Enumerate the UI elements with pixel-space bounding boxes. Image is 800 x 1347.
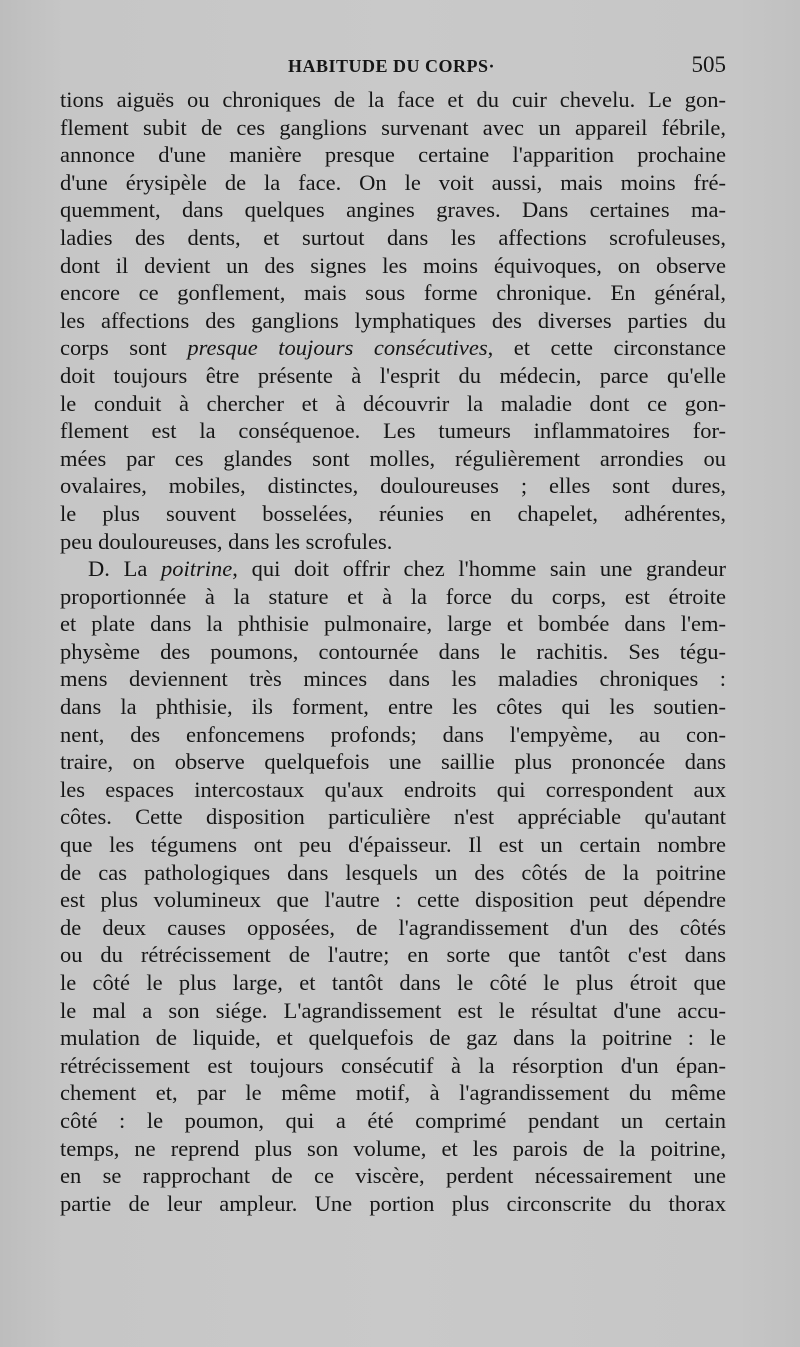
page-number: 505 <box>691 52 726 77</box>
text-line: est plus volumineux que l'autre : cette disposition peut dépendre <box>60 887 726 913</box>
text-line: proportionnée à la stature et à la force du corps, est étroite <box>60 583 726 609</box>
text-line: en se rapprochant de ce viscère, perdent nécessairement une <box>60 1163 726 1189</box>
text-line: de cas pathologiques dans lesquels un des côtés de la poitrine <box>60 859 726 885</box>
text-line: les espaces intercostaux qu'aux endroits qui correspondent aux <box>60 776 726 802</box>
text-line: de deux causes opposées, de l'agrandissement d'un des côtés <box>60 914 726 940</box>
running-head: HABITUDE DU CORPS· <box>288 56 496 76</box>
text-line: physème des poumons, contournée dans le rachitis. Ses tégu- <box>60 638 726 664</box>
text-line <box>60 334 726 362</box>
text-segment: , qui doit offrir chez l'homme sain une grandeur <box>232 556 727 582</box>
page-header <box>60 52 726 82</box>
text-line: le conduit à chercher et à découvrir la maladie dont ce gon- <box>60 390 726 416</box>
text-line: encore ce gonflement, mais sous forme chronique. En général, <box>60 280 726 306</box>
text-line: que les tégumens ont peu d'épaisseur. Il est un certain nombre <box>60 832 726 858</box>
text-line: d'une érysipèle de la face. On le voit aussi, mais moins fré- <box>60 169 726 195</box>
text-line: côtes. Cette disposition particulière n'est appréciable qu'autant <box>60 804 726 830</box>
text-line: côté : le poumon, qui a été comprimé pendant un certain <box>60 1107 726 1133</box>
text-line: ovalaires, mobiles, distinctes, douloureuses ; elles sont dures, <box>60 473 726 499</box>
text-line: annonce d'une manière presque certaine l'apparition prochaine <box>60 142 726 168</box>
text-line: et plate dans la phthisie pulmonaire, large et bombée dans l'em- <box>60 611 726 637</box>
text-line: flement subit de ces ganglions survenant avec un appareil fébrile, <box>60 114 726 140</box>
text-line: mulation de liquide, et quelquefois de gaz dans la poitrine : le <box>60 1025 726 1051</box>
italic-phrase: poitrine <box>161 556 233 582</box>
text-line: les affections des ganglions lymphatiques des diverses parties du <box>60 307 726 333</box>
text-line: temps, ne reprend plus son volume, et les parois de la poitrine, <box>60 1135 726 1161</box>
text-line: le plus souvent bosselées, réunies en chapelet, adhérentes, <box>60 500 726 526</box>
text-segment: D. La <box>88 556 162 582</box>
text-line: nent, des enfoncemens profonds; dans l'empyème, au con- <box>60 721 726 747</box>
text-line: mées par ces glandes sont molles, régulièrement arrondies ou <box>60 445 726 471</box>
text-line: tions aiguës ou chroniques de la face et du cuir chevelu. Le gon- <box>60 87 726 112</box>
text-line: doit toujours être présente à l'esprit du médecin, parce qu'elle <box>60 362 726 388</box>
text-line: chement et, par le même motif, à l'agrandissement du même <box>60 1080 726 1106</box>
text-segment: corps sont <box>60 335 188 361</box>
text-line: mens deviennent très minces dans les maladies chroniques : <box>60 666 726 692</box>
text-line: flement est la conséquenoe. Les tumeurs inflammatoires for- <box>60 418 726 444</box>
text-line: peu douloureuses, dans les scrofules. <box>60 528 393 554</box>
text-line: ladies des dents, et surtout dans les affections scrofuleuses, <box>60 224 726 250</box>
text-line: dans la phthisie, ils forment, entre les côtes qui les soutien- <box>60 694 726 720</box>
text-line: quemment, dans quelques angines graves. Dans certaines ma- <box>60 197 726 223</box>
text-segment: , et cette circonstance <box>487 335 726 361</box>
text-line: ou du rétrécissement de l'autre; en sorte que tantôt c'est dans <box>60 942 726 968</box>
italic-phrase: presque toujours consécutives <box>187 335 488 361</box>
text-line: le côté le plus large, et tantôt dans le côté le plus étroit que <box>60 970 726 995</box>
text-line <box>60 555 726 583</box>
text-line: dont il devient un des signes les moins équivoques, on observe <box>60 252 726 278</box>
text-line: rétrécissement est toujours consécutif à la résorption d'un épan- <box>60 1052 726 1078</box>
text-line: traire, on observe quelquefois une saillie plus prononcée dans <box>60 749 726 775</box>
text-line: le mal a son siége. L'agrandissement est le résultat d'une accu- <box>60 997 726 1023</box>
text-line: partie de leur ampleur. Une portion plus circonscrite du thorax <box>60 1190 726 1216</box>
body-text <box>60 86 726 1217</box>
